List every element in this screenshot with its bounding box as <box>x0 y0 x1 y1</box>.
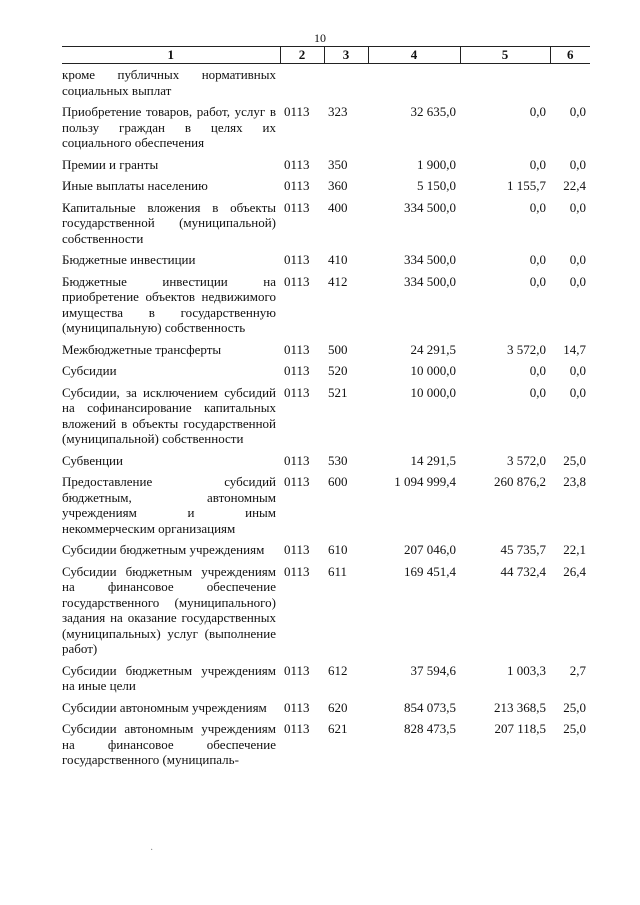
row-expense-type: 400 <box>328 199 348 215</box>
header-col-6: 6 <box>550 47 590 64</box>
row-planned: 334 500,0 <box>404 252 456 267</box>
row-section: 0113 <box>284 363 310 378</box>
row-planned <box>368 64 460 99</box>
row-name: Межбюджетные трансферты <box>62 341 222 357</box>
row-percent: 25,0 <box>563 452 586 468</box>
table-row <box>62 468 590 536</box>
row-planned: 169 451,4 <box>404 563 456 579</box>
row-executed: 0,0 <box>529 252 546 267</box>
row-planned: 24 291,5 <box>410 341 456 357</box>
row-name: Субсидии бюджетным учреждениям <box>62 542 265 557</box>
row-section: 0113 <box>284 542 310 557</box>
row-section: 0113 <box>284 384 310 400</box>
row-section: 0113 <box>284 341 310 357</box>
row-percent: 0,0 <box>569 199 586 215</box>
row-percent: 0,0 <box>569 384 586 400</box>
row-percent <box>550 64 590 99</box>
row-planned: 1 900,0 <box>417 156 456 172</box>
row-executed: 0,0 <box>529 199 546 215</box>
row-section: 0113 <box>284 662 310 678</box>
table-row <box>62 558 590 657</box>
row-name: Капитальные вложения в объекты государственной (муниципальной) собственности <box>62 199 276 246</box>
row-percent: 22,1 <box>563 542 586 557</box>
row-name: Премии и гранты <box>62 156 159 172</box>
row-expense-type: 612 <box>328 662 348 678</box>
row-name: Бюджетные инвестиции на приобретение объектов недвижимого имущества в государственную (муниципальную) собственность <box>62 273 276 335</box>
row-executed: 260 876,2 <box>494 474 546 489</box>
row-expense-type: 360 <box>328 178 348 193</box>
row-name: Субсидии автономным учреждениям на финансовое обеспечение государственного (муниципаль- <box>62 721 276 767</box>
row-planned: 334 500,0 <box>404 273 456 289</box>
header-col-1: 1 <box>62 47 280 64</box>
row-name: кроме публичных нормативных социальных выплат <box>62 67 276 98</box>
row-planned: 854 073,5 <box>404 699 456 715</box>
scan-mark: · <box>150 845 154 856</box>
row-executed: 207 118,5 <box>494 721 546 736</box>
table-row <box>62 336 590 358</box>
row-name: Предоставление субсидий бюджетным, автономным учреждениям и иным некоммерческим организациям <box>62 474 276 536</box>
table-row <box>62 536 590 558</box>
row-expense-type: 620 <box>328 699 348 715</box>
row-expense-type: 611 <box>328 563 348 579</box>
row-expense-type: 610 <box>328 542 348 557</box>
header-col-4: 4 <box>368 47 460 64</box>
row-executed: 45 735,7 <box>500 542 546 557</box>
table-row <box>62 151 590 173</box>
row-expense-type: 600 <box>328 474 348 489</box>
row-planned: 37 594,6 <box>410 662 456 678</box>
table-row <box>62 98 590 151</box>
page-number: 10 <box>314 31 326 45</box>
table-row <box>62 246 590 268</box>
row-planned: 1 094 999,4 <box>394 474 456 489</box>
row-percent: 25,0 <box>563 721 586 736</box>
row-section: 0113 <box>284 156 310 172</box>
table-row <box>62 194 590 247</box>
row-planned: 5 150,0 <box>417 178 456 193</box>
row-executed: 0,0 <box>529 384 546 400</box>
row-section: 0113 <box>284 563 310 579</box>
row-expense-type: 621 <box>328 721 348 736</box>
row-expense-type: 323 <box>328 104 348 119</box>
row-planned: 10 000,0 <box>410 384 456 400</box>
header-col-3: 3 <box>324 47 368 64</box>
row-name: Приобретение товаров, работ, услуг в пользу граждан в целях их социального обеспечения <box>62 104 276 150</box>
row-executed: 1 003,3 <box>507 662 546 678</box>
row-percent: 0,0 <box>569 252 586 267</box>
row-executed: 1 155,7 <box>507 178 546 193</box>
table-row <box>62 694 590 716</box>
row-name: Субсидии автономным учреждениям <box>62 699 267 715</box>
table-row <box>62 379 590 447</box>
table-row <box>62 172 590 194</box>
row-name: Субвенции <box>62 452 123 468</box>
table-body <box>62 64 590 768</box>
row-percent: 0,0 <box>569 104 586 119</box>
budget-table <box>62 46 590 768</box>
header-row <box>62 47 590 64</box>
row-name: Бюджетные инвестиции <box>62 252 196 267</box>
row-section <box>280 64 324 99</box>
row-executed: 44 732,4 <box>500 563 546 579</box>
row-executed: 0,0 <box>529 104 546 119</box>
table-row <box>62 357 590 379</box>
row-expense-type: 412 <box>328 273 348 289</box>
table-row <box>62 447 590 469</box>
row-executed: 3 572,0 <box>507 341 546 357</box>
row-expense-type <box>324 64 368 99</box>
row-section: 0113 <box>284 178 310 193</box>
row-percent: 23,8 <box>563 474 586 489</box>
row-section: 0113 <box>284 699 310 715</box>
row-section: 0113 <box>284 252 310 267</box>
row-percent: 22,4 <box>563 178 586 193</box>
row-name: Субсидии бюджетным учреждениям на финансовое обеспечение государственного (муниципального) задания на оказание государственных (муниципальных) услуг (выполнение работ) <box>62 563 276 656</box>
row-name: Субсидии бюджетным учреждениям на иные цели <box>62 662 276 693</box>
table-row <box>62 715 590 768</box>
header-col-2: 2 <box>280 47 324 64</box>
row-planned: 207 046,0 <box>404 542 456 557</box>
row-executed: 213 368,5 <box>494 699 546 715</box>
row-expense-type: 410 <box>328 252 348 267</box>
row-percent: 0,0 <box>569 273 586 289</box>
row-name: Иные выплаты населению <box>62 178 208 193</box>
row-section: 0113 <box>284 452 310 468</box>
table-row <box>62 64 590 99</box>
row-planned: 828 473,5 <box>404 721 456 736</box>
row-executed: 0,0 <box>529 273 546 289</box>
header-col-5: 5 <box>460 47 550 64</box>
row-section: 0113 <box>284 721 310 736</box>
row-planned: 14 291,5 <box>410 452 456 468</box>
row-expense-type: 500 <box>328 341 348 357</box>
row-section: 0113 <box>284 199 310 215</box>
table-row <box>62 268 590 336</box>
row-section: 0113 <box>284 474 310 489</box>
row-percent: 25,0 <box>563 699 586 715</box>
row-executed: 0,0 <box>529 156 546 172</box>
row-percent: 2,7 <box>569 662 586 678</box>
row-planned: 334 500,0 <box>404 199 456 215</box>
row-expense-type: 521 <box>328 384 348 400</box>
row-section: 0113 <box>284 104 310 119</box>
row-expense-type: 530 <box>328 452 348 468</box>
row-executed <box>460 64 550 99</box>
row-planned: 10 000,0 <box>410 363 456 378</box>
row-percent: 26,4 <box>563 563 586 579</box>
row-name: Субсидии <box>62 363 117 378</box>
row-section: 0113 <box>284 273 310 289</box>
row-name: Субсидии, за исключением субсидий на софинансирование капитальных вложений в объекты государственной (муниципальной) собственности <box>62 384 276 446</box>
row-percent: 14,7 <box>563 341 586 357</box>
row-expense-type: 520 <box>328 363 348 378</box>
row-percent: 0,0 <box>569 156 586 172</box>
row-planned: 32 635,0 <box>410 104 456 119</box>
row-expense-type: 350 <box>328 156 348 172</box>
row-percent: 0,0 <box>569 363 586 378</box>
row-executed: 0,0 <box>529 363 546 378</box>
table-row <box>62 657 590 694</box>
row-executed: 3 572,0 <box>507 452 546 468</box>
